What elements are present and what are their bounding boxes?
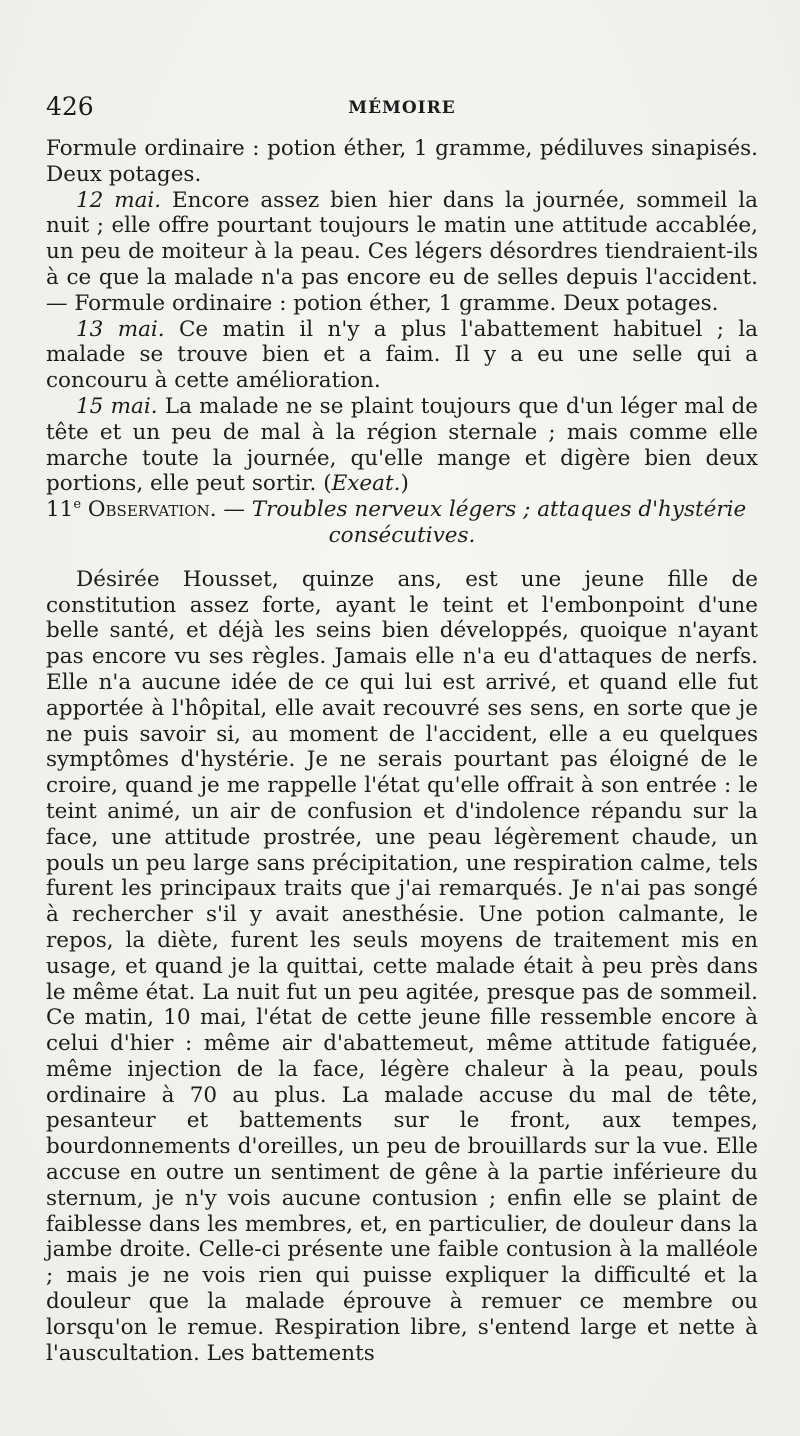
page-header <box>46 92 758 136</box>
paragraph-12-mai <box>46 188 758 317</box>
observation-body: Désirée Housset, quinze ans, est une jeune fille de constitution assez forte, ayant le teint et l'embonpoint d'une belle santé, et déjà les seins bien développés, quoique n'ayant pas encore vu ses règles. Jamais elle n'a eu d'attaques de nerfs. Elle n'a aucune idée de ce qui lui est arrivé, et quand elle fut apportée à l'hôpital, elle avait recouvré ses sens, en sorte que je ne puis savoir si, au moment de l'accident, elle a eu quelques symptômes d'hystérie. Je ne serais pourtant pas éloigné de le croire, quand je me rappelle l'état qu'elle offrait à son entrée : le teint animé, un air de confusion et d'indolence répandu sur la face, une attitude prostrée, une peau légèrement chaude, un pouls un peu large sans précipitation, une respiration calme, tels furent les principaux traits que j'ai remarqués. Je n'ai pas songé à rechercher s'il y avait anesthésie. Une potion calmante, le repos, la diète, furent les seuls moyens de traitement mis en usage, et quand je la quittai, cette malade était à peu près dans le même état. La nuit fut un peu agitée, presque pas de sommeil. Ce matin, 10 mai, l'état de cette jeune fille ressemble encore à celui d'hier : même air d'abattemeut, même attitude fatiguée, même injection de la face, légère chaleur à la peau, pouls ordinaire à 70 au plus. La malade accuse du mal de tête, pesanteur et battements sur le front, aux tempes, bourdonnements d'oreilles, un peu de brouillards sur la vue. Elle accuse en outre un sentiment de gêne à la partie inférieure du sternum, je n'y vois aucune contusion ; enfin elle se plaint de faiblesse dans les membres, et, en particulier, de douleur dans la jambe droite. Celle-ci présente une faible contusion à la malléole ; mais je ne vois rien qui puisse expliquer la difficulté et la douleur que la malade éprouve à remuer ce membre ou lorsqu'on le remue. Respiration libre, s'entend large et nette à l'auscultation. Les battements <box>46 566 758 1366</box>
entry-text: Ce matin il n'y a plus l'abattement habituel ; la malade se trouve bien et a faim. Il y a eu une selle qui a concouru à cette amélioration. <box>46 316 758 394</box>
observation-heading <box>46 497 758 523</box>
paragraph-13-mai <box>46 317 758 394</box>
entry-date: 12 mai. <box>76 187 162 213</box>
observation-number: 11 <box>46 497 74 523</box>
paragraph-formula: Formule ordinaire : potion éther, 1 gramme, pédiluves sinapisés. Deux potages. <box>46 136 758 187</box>
exeat-note: Exeat. <box>331 471 401 497</box>
paragraph-15-mai <box>46 394 758 497</box>
observation-dash: — <box>216 497 252 523</box>
page-body <box>46 136 758 1366</box>
closing-paren: ) <box>400 471 409 497</box>
entry-date: 15 mai. <box>76 393 158 419</box>
section-gap <box>46 549 758 567</box>
entry-text: La malade ne se plaint toujours que d'un léger mal de tête et un peu de mal à la région sternale ; mais comme elle marche toute la journée, qu'elle mange et digère bien deux portions, elle peut sortir. ( <box>46 393 758 497</box>
observation-title: Troubles nerveux légers ; attaques d'hystérie <box>251 497 747 523</box>
observation-title-continued: consécutives. <box>328 522 476 548</box>
entry-date: 13 mai. <box>76 316 165 342</box>
observation-superscript: e <box>73 497 82 512</box>
observation-label: Observation. <box>87 497 217 523</box>
entry-text: Encore assez bien hier dans la journée, sommeil la nuit ; elle offre pourtant toujours le matin une attitude accablée, un peu de moiteur à la peau. Ces légers désordres tiendraient-ils à ce que la malade n'a pas encore eu de selles depuis l'accident. — Formule ordinaire : potion éther, 1 gramme. Deux potages. <box>46 187 759 316</box>
running-head: MÉMOIRE <box>348 98 456 118</box>
page-number: 426 <box>46 92 94 121</box>
